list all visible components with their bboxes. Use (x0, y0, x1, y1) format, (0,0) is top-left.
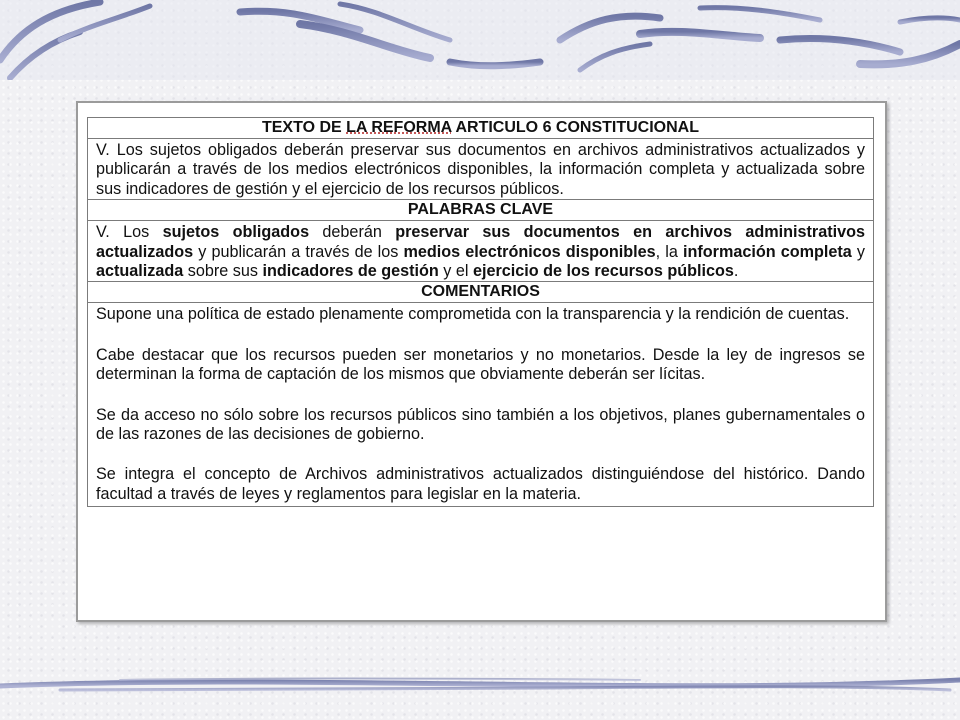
keywords-title: PALABRAS CLAVE (88, 200, 874, 221)
keyword-bold: medios electrónicos disponibles (403, 242, 656, 261)
decorative-swoosh-top (0, 0, 960, 80)
keywords-cell (88, 221, 874, 282)
decorative-swoosh-bottom (0, 668, 960, 698)
keyword-bold: información completa (682, 242, 852, 261)
reform-text: V. Los sujetos obligados deberán preservar sus documentos en archivos administrativos actualizados y publicarán a través de los medios electrónicos disponibles, la información completa y actualizada sobre sus indicadores de gestión y el ejercicio de los recursos públicos. (96, 141, 865, 198)
keyword-text: deberán (309, 223, 396, 242)
keyword-text: y publicarán a través de los (193, 242, 404, 261)
keyword-text: , la (655, 242, 683, 261)
reform-title (88, 118, 874, 139)
reform-title-underlined: LA REFORMA (346, 119, 452, 136)
reform-text-cell (88, 139, 874, 200)
keyword-text: y el (438, 262, 473, 281)
document-panel (76, 101, 887, 622)
keyword-text: sobre sus (183, 262, 263, 281)
comment-paragraph: Supone una política de estado plenamente comprometida con la transparencia y la rendición de cuentas. (96, 305, 850, 324)
keyword-bold: preservar sus documentos en archivos administrativos actualizados (96, 223, 865, 261)
comments-title: COMENTARIOS (88, 282, 874, 303)
keyword-text: V. Los (96, 223, 163, 242)
keyword-bold: ejercicio de los recursos públicos (472, 262, 734, 281)
comments-cell (88, 303, 874, 507)
keywords-text (96, 221, 865, 281)
keyword-bold: indicadores de gestión (262, 262, 439, 281)
reform-title-part1: TEXTO DE (261, 119, 347, 136)
reform-title-part2: ARTICULO 6 CONSTITUCIONAL (451, 119, 700, 136)
comment-paragraph: Cabe destacar que los recursos pueden ser monetarios y no monetarios. Desde la ley de ingresos se determinan la forma de captación de los mismos que obviamente deberán ser lícitas. (96, 345, 865, 384)
reform-table (87, 117, 874, 507)
keyword-bold: actualizada (96, 262, 184, 281)
comment-paragraph: Se integra el concepto de Archivos administrativos actualizados distinguiéndose del histórico. Dando facultad a través de leyes y reglamentos para legislar en la materia. (96, 465, 865, 503)
comment-paragraph: Se da acceso no sólo sobre los recursos públicos sino también a los objetivos, planes gubernamentales o de las razones de las decisiones de gobierno. (96, 405, 865, 444)
keyword-bold: sujetos obligados (162, 223, 310, 242)
keyword-text: . (733, 262, 739, 281)
keyword-text: y (851, 242, 865, 261)
